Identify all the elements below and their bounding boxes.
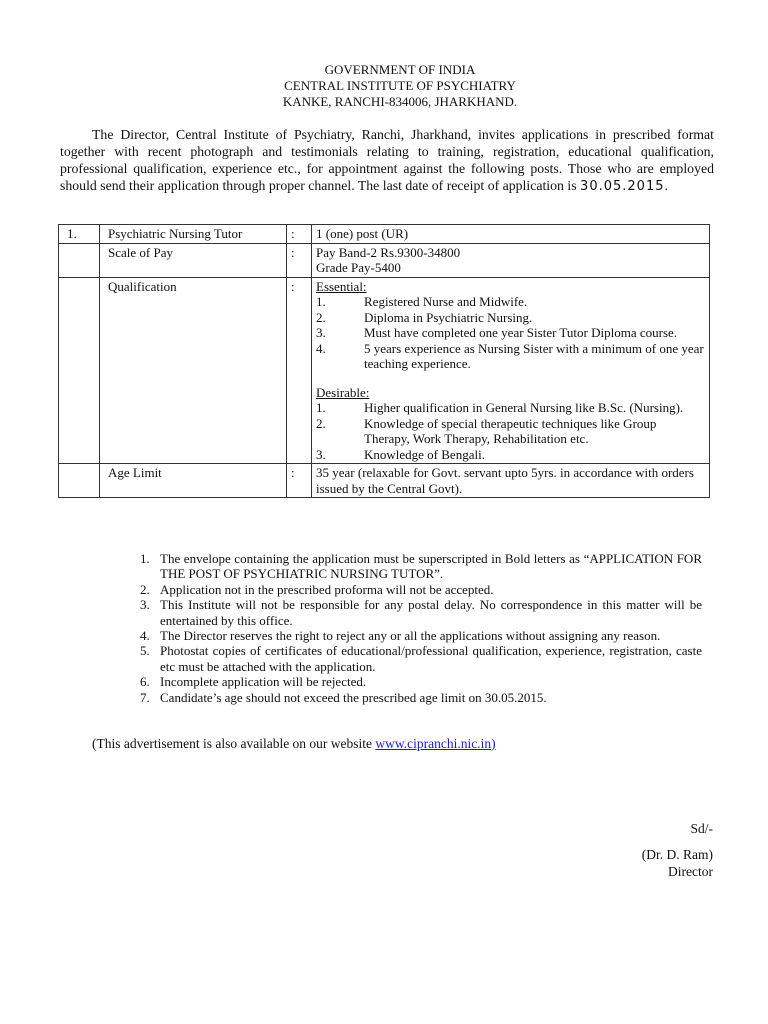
- list-item: 2. Diploma in Psychiatric Nursing.: [316, 309, 533, 325]
- header-line-government: GOVERNMENT OF INDIA: [324, 62, 476, 77]
- table-row: [59, 243, 710, 277]
- essential-list: [316, 294, 705, 372]
- posts-table: [58, 224, 710, 498]
- website-link[interactable]: www.cipranchi.nic.in): [375, 736, 496, 751]
- age-limit-value: 35 year (relaxable for Govt. servant upto 5yrs. in accordance with orders issued by the Central Govt).: [312, 464, 710, 498]
- age-limit-label: Age Limit: [100, 464, 287, 498]
- list-item: 6. Incomplete application will be rejected.: [140, 674, 367, 690]
- list-item: 7. Candidate’s age should not exceed the prescribed age limit on 30.05.2015.: [140, 689, 547, 705]
- website-prefix: (This advertisement is also available on our website: [92, 736, 376, 751]
- website-note: [92, 736, 496, 752]
- colon: :: [287, 277, 312, 464]
- intro-text: The Director, Central Institute of Psychiatry, Ranchi, Jharkhand, invites applications in prescribed format together with recent photograph and testimonials relating to training, registration, educational qualification, professional qualification, experience etc., for appointment against the following posts. Those who are employed should send their application through proper channel. The last date of receipt of application is: [60, 127, 714, 193]
- qualification-label: Qualification: [100, 277, 287, 464]
- table-row: [59, 277, 710, 464]
- list-item: 4. The Director reserves the right to reject any or all the applications without assigning any reason.: [140, 628, 661, 644]
- list-item: 1. The envelope containing the application must be superscripted in Bold letters as “APPLICATION FOR THE POST OF PSYCHIATRIC NURSING TUTOR”.: [140, 551, 702, 582]
- desirable-heading: Desirable:: [316, 384, 370, 400]
- colon: :: [287, 225, 312, 244]
- signed-mark: Sd/-: [690, 821, 713, 836]
- signatory-title: Director: [668, 864, 713, 879]
- desirable-list: [316, 400, 705, 462]
- intro-paragraph: [60, 126, 714, 195]
- post-name: Psychiatric Nursing Tutor: [100, 225, 287, 244]
- signatory-name: (Dr. D. Ram): [641, 847, 713, 862]
- letterhead: [0, 62, 768, 110]
- list-item: 3. Knowledge of Bengali.: [316, 446, 485, 462]
- post-number: 1.: [59, 225, 100, 244]
- scale-of-pay-value: [312, 243, 710, 277]
- list-item: 2. Application not in the prescribed proforma will not be accepted.: [140, 581, 494, 597]
- essential-heading: Essential:: [316, 278, 367, 294]
- table-row: [59, 225, 710, 244]
- colon: :: [287, 464, 312, 498]
- header-line-institute: CENTRAL INSTITUTE OF PSYCHIATRY: [284, 78, 516, 93]
- grade-pay: Grade Pay-5400: [316, 260, 401, 275]
- deadline-date: 30.05.2015: [580, 179, 665, 194]
- signature-block: [642, 820, 713, 880]
- list-item: 1. Higher qualification in General Nursing like B.Sc. (Nursing).: [316, 400, 684, 415]
- list-item: 4. 5 years experience as Nursing Sister with a minimum of one year teaching experience.: [316, 340, 704, 371]
- instructions-list: [140, 551, 702, 705]
- scale-of-pay-label: Scale of Pay: [100, 243, 287, 277]
- list-item: 3. This Institute will not be responsible for any postal delay. No correspondence in this matter will be entertained by this office.: [140, 597, 702, 628]
- colon: :: [287, 243, 312, 277]
- list-item: 2. Knowledge of special therapeutic techniques like Group Therapy, Work Therapy, Rehabilitation etc.: [316, 415, 657, 446]
- list-item: 3. Must have completed one year Sister Tutor Diploma course.: [316, 325, 678, 340]
- list-item: 1. Registered Nurse and Midwife.: [316, 294, 528, 309]
- qualification-value: [312, 277, 710, 464]
- list-item: 5. Photostat copies of certificates of educational/professional qualification, experience, registration, caste etc must be attached with the application.: [140, 643, 702, 674]
- table-row: [59, 464, 710, 498]
- pay-band: Pay Band-2 Rs.9300-34800: [316, 244, 461, 260]
- post-count: 1 (one) post (UR): [312, 225, 710, 244]
- intro-end: .: [664, 178, 668, 193]
- header-line-address: KANKE, RANCHI-834006, JHARKHAND.: [282, 94, 518, 109]
